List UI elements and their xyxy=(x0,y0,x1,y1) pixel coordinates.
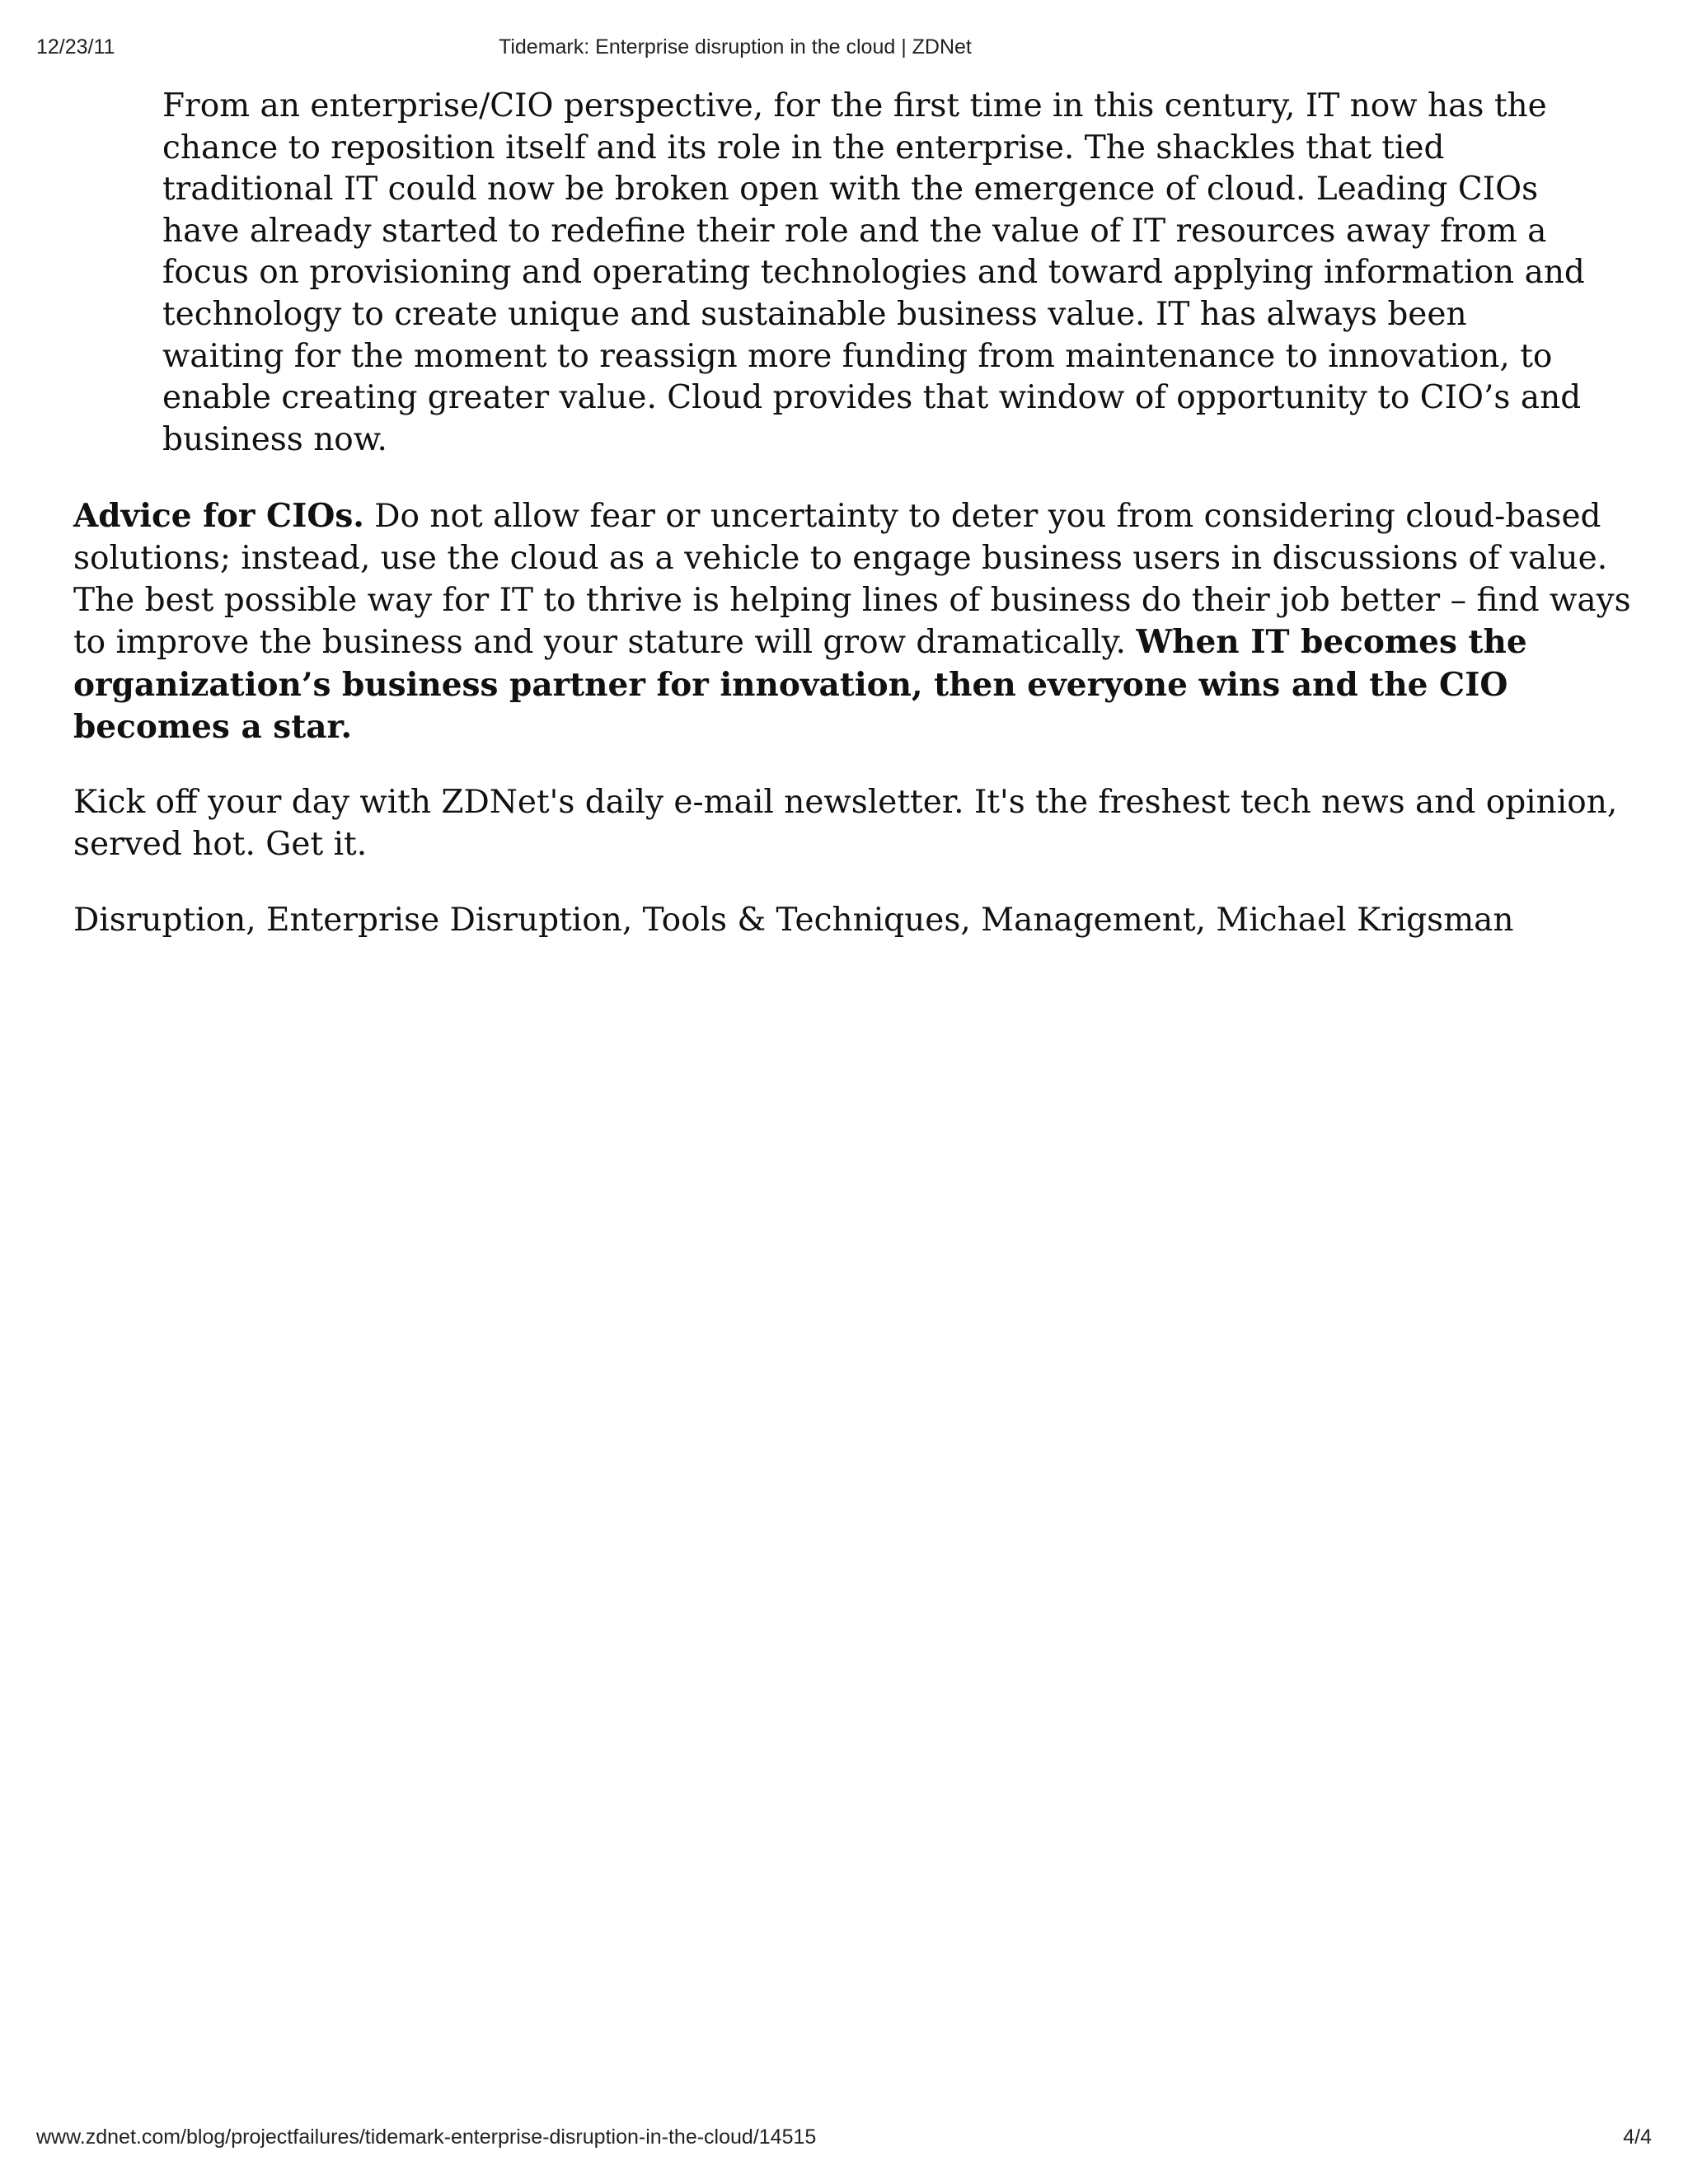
tag-link-michael-krigsman[interactable]: Michael Krigsman xyxy=(1216,902,1514,940)
tag-link-tools-techniques[interactable]: Tools & Techniques xyxy=(642,902,961,940)
tag-link-disruption[interactable]: Disruption xyxy=(73,902,246,940)
blockquote: From an enterprise/CIO perspective, for the first time in this century, IT now has the chance to reposition itself and its role in the enterprise. The shackles that tied traditional IT could now be broken open with the emergence of cloud. Leading CIOs have already started to redefine their role and the value of IT resources away from a focus on provisioning and operating technologies and toward applying information and technology to create unique and sustainable business value. IT has always been waiting for the moment to reassign more funding from maintenance to innovation, to enable creating greater value. Cloud provides that window of opportunity to CIO’s and business now. xyxy=(162,87,1585,458)
advice-lead: Advice for CIOs. xyxy=(73,497,364,536)
tag-link-enterprise-disruption[interactable]: Enterprise Disruption xyxy=(266,902,622,940)
print-footer xyxy=(0,2125,1688,2149)
tag-list: Disruption, Enterprise Disruption, Tools & Techniques, Management, Michael Krigsman xyxy=(73,902,1514,940)
article-body xyxy=(73,86,1631,942)
advice-paragraph xyxy=(73,495,1631,749)
page-title: Tidemark: Enterprise disruption in the cloud | ZDNet xyxy=(499,35,972,59)
newsletter-link[interactable]: Get it. xyxy=(265,825,368,863)
page-url: www.zdnet.com/blog/projectfailures/tidemark-enterprise-disruption-in-the-cloud/14515 xyxy=(36,2125,817,2149)
advice-body: Do not allow fear or uncertainty to deter you from considering cloud-based solutions; instead, use the cloud as a vehicle to engage business users in discussions of value. The best possible way for IT to thrive is helping lines of business do their job better – find ways to improve the business and your stature will grow dramatically. xyxy=(73,498,1631,662)
newsletter-paragraph xyxy=(73,782,1631,865)
tag-link-management[interactable]: Management xyxy=(981,902,1196,940)
print-header xyxy=(0,35,1688,59)
page-number: 4/4 xyxy=(1623,2125,1652,2149)
print-date: 12/23/11 xyxy=(36,35,115,59)
newsletter-text: Kick off your day with ZDNet's daily e-mail newsletter. It's the freshest tech news and opinion, served hot. xyxy=(73,783,1618,863)
advice-emphasis: When IT becomes the organization’s business partner for innovation, then everyone wins and the CIO becomes a star. xyxy=(73,623,1527,747)
